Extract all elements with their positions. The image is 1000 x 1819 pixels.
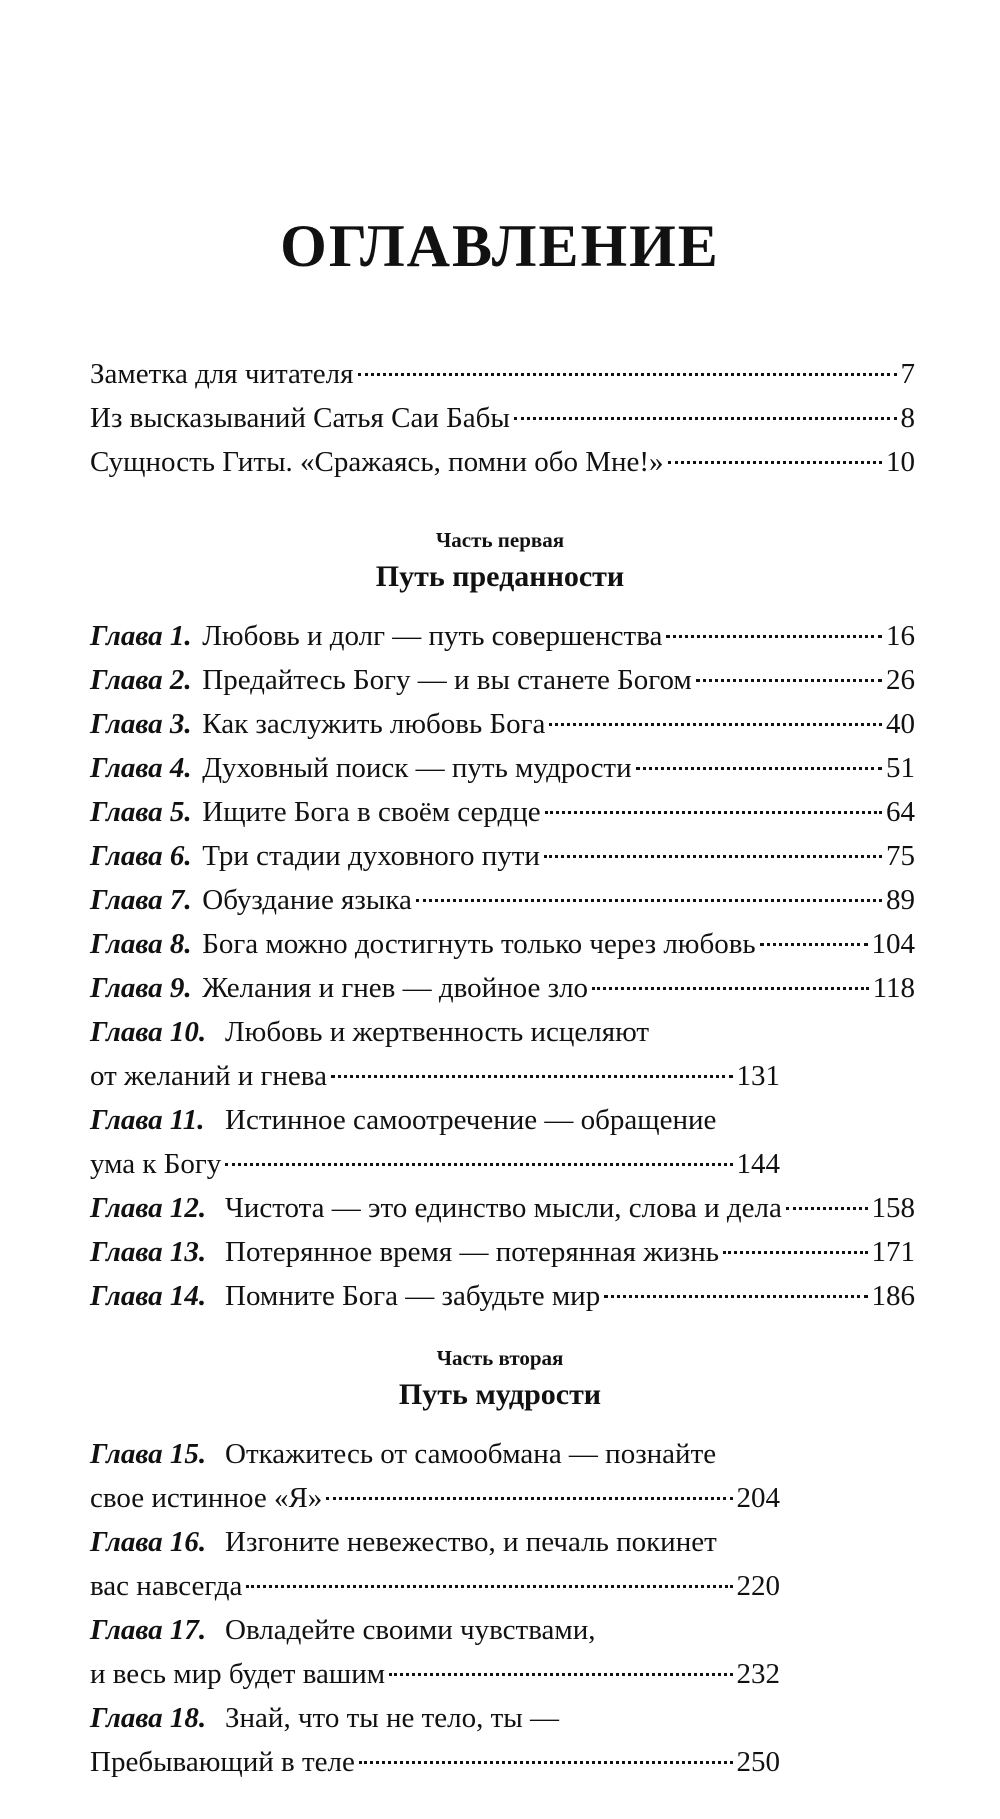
chapter-entry[interactable] [90,746,915,790]
chapter-page: 204 [736,1482,780,1514]
entry-title: Заметка для читателя [90,358,354,390]
chapter-page: 220 [736,1570,780,1602]
chapter-entry[interactable] [90,614,915,658]
chapter-page: 250 [736,1746,780,1778]
chapter-number: Глава 1. [90,620,192,652]
chapter-entry[interactable] [90,1186,915,1230]
chapter-title: Любовь и жертвенность исцеляют [225,1016,650,1048]
chapter-page: 16 [886,620,915,652]
chapter-title: Истинное самоотречение — обращение [225,1104,717,1136]
toc-entry[interactable] [90,352,915,396]
chapter-entry[interactable] [90,1230,915,1274]
entry-title: Из высказываний Сатья Саи Бабы [90,402,510,434]
chapter-title: Откажитесь от самообмана — познайте [225,1438,717,1470]
chapter-title: Изгоните невежество, и печаль покинет [225,1526,717,1558]
chapter-number: Глава 15. [90,1438,207,1470]
chapter-title: Помните Бога — забудьте мир [225,1280,601,1312]
chapter-number: Глава 17. [90,1614,207,1646]
chapter-number: Глава 7. [90,884,192,916]
chapter-entry[interactable] [90,1098,915,1186]
chapter-title: Обуздание языка [202,884,412,916]
toc-entry[interactable] [90,440,915,484]
chapter-title: Бога можно достигнуть только через любовь [202,928,756,960]
dot-leader [514,417,897,420]
dot-leader [331,1075,733,1078]
chapter-page: 51 [886,752,915,784]
chapter-entry[interactable] [90,966,915,1010]
chapter-number: Глава 4. [90,752,192,784]
chapter-page: 75 [886,840,915,872]
chapter-number: Глава 18. [90,1702,207,1734]
chapter-title: Чистота — это единство мысли, слова и дела [225,1192,782,1224]
chapter-page: 89 [886,884,915,916]
dot-leader [786,1207,868,1210]
dot-leader [544,855,882,858]
dot-leader [666,635,882,638]
chapter-title: Ищите Бога в своём сердце [202,796,541,828]
chapter-page: 40 [886,708,915,740]
chapter-title-cont: ума к Богу [90,1148,222,1180]
chapter-entry[interactable] [90,922,915,966]
chapter-title-cont: Пребывающий в теле [90,1746,355,1778]
part1-label: Часть первая [435,528,565,552]
chapter-entry[interactable] [90,1274,915,1318]
dot-leader [326,1497,732,1500]
part2-label: Часть вторая [436,1346,564,1370]
chapter-page: 171 [871,1236,915,1268]
dot-leader [604,1295,867,1298]
entry-page: 10 [886,446,915,478]
chapter-number: Глава 10. [90,1016,207,1048]
chapter-number: Глава 3. [90,708,192,740]
chapter-number: Глава 14. [90,1280,207,1312]
chapter-title: Потерянное время — потерянная жизнь [225,1236,719,1268]
entry-page: 7 [900,358,915,390]
dot-leader [225,1163,732,1166]
chapter-entry[interactable] [90,790,915,834]
chapter-title: Любовь и долг — путь совершенства [202,620,663,652]
dot-leader [549,723,882,726]
chapter-number: Глава 11. [90,1104,205,1136]
chapter-number: Глава 13. [90,1236,207,1268]
dot-leader [545,811,882,814]
dot-leader [592,987,869,990]
chapter-page: 232 [736,1658,780,1690]
page-title: ОГЛАВЛЕНИЕ [280,213,720,279]
chapter-number: Глава 9. [90,972,192,1004]
chapter-entry[interactable] [90,878,915,922]
dot-leader [359,1761,733,1764]
chapter-page: 144 [736,1148,780,1180]
chapter-page: 118 [872,972,915,1004]
chapter-entry[interactable] [90,1608,915,1696]
chapter-title-cont: и весь мир будет вашим [90,1658,386,1690]
chapter-title: Как заслужить любовь Бога [202,708,546,740]
dot-leader [723,1251,868,1254]
chapter-page: 158 [871,1192,915,1224]
chapter-page: 26 [886,664,915,696]
dot-leader [246,1585,732,1588]
chapter-page: 186 [871,1280,915,1312]
chapter-number: Глава 16. [90,1526,207,1558]
chapter-page: 104 [871,928,915,960]
toc-entry[interactable] [90,396,915,440]
dot-leader [389,1673,732,1676]
chapter-title: Предайтесь Богу — и вы станете Богом [202,664,692,696]
chapter-entry[interactable] [90,658,915,702]
chapter-number: Глава 12. [90,1192,207,1224]
chapter-page: 64 [886,796,915,828]
chapter-entry[interactable] [90,702,915,746]
chapter-number: Глава 2. [90,664,192,696]
chapter-entry[interactable] [90,1010,915,1098]
part1-title: Путь преданности [375,560,625,593]
chapter-page: 131 [736,1060,780,1092]
part2-chapters [90,1432,915,1784]
chapter-number: Глава 5. [90,796,192,828]
entry-page: 8 [900,402,915,434]
chapter-title: Три стадии духовного пути [202,840,540,872]
chapter-entry[interactable] [90,1520,915,1608]
chapter-entry[interactable] [90,1696,915,1784]
chapter-title: Духовный поиск — путь мудрости [202,752,632,784]
chapter-number: Глава 6. [90,840,192,872]
chapter-entry[interactable] [90,834,915,878]
chapter-title: Овладейте своими чувствами, [225,1614,596,1646]
chapter-title-cont: от желаний и гнева [90,1060,327,1092]
chapter-number: Глава 8. [90,928,192,960]
dot-leader [760,943,868,946]
part1-chapters [90,614,915,1318]
chapter-title-cont: свое истинное «Я» [90,1482,323,1514]
chapter-title: Желания и гнев — двойное зло [202,972,589,1004]
intro-list [90,352,915,484]
dot-leader [358,373,897,376]
entry-title: Сущность Гиты. «Сражаясь, помни обо Мне!» [90,446,664,478]
dot-leader [416,899,882,902]
chapter-title-cont: вас навсегда [90,1570,243,1602]
dot-leader [696,679,882,682]
dot-leader [636,767,882,770]
part2-title: Путь мудрости [398,1378,602,1411]
dot-leader [668,461,882,464]
chapter-entry[interactable] [90,1432,915,1520]
chapter-title: Знай, что ты не тело, ты — [225,1702,560,1734]
